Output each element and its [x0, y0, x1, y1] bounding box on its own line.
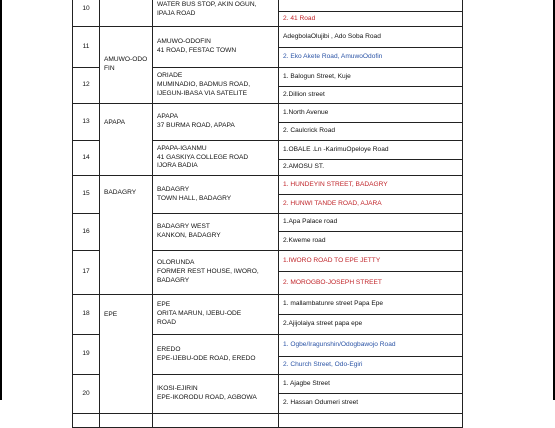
lga-cell: [100, 104, 153, 176]
row-number: 20: [73, 375, 100, 414]
lga-name: EPE: [104, 310, 118, 318]
station-cell: [153, 104, 279, 141]
row-number: 11: [73, 27, 100, 68]
street-cell: 2.Ajijolaiya street papa epe: [279, 315, 463, 335]
station-line: IJORA BADIA: [157, 162, 198, 170]
station-line: BADAGRY: [157, 185, 190, 193]
station-line: OLORUNDA: [157, 259, 195, 267]
row-number: 18: [73, 295, 100, 335]
station-line: FORMER REST HOUSE, IWORO,: [157, 268, 259, 276]
station-line: ORITA MARUN, IJEBU-ODE: [157, 310, 242, 318]
continuation-cell: [100, 414, 153, 428]
street-cell: 2.Kweme road: [279, 232, 463, 251]
row-number: 15: [73, 176, 100, 214]
lga-name: AMUWO-ODOFIN: [104, 56, 148, 72]
street-cell: 2.Dillion street: [279, 87, 463, 104]
station-line: EPE: [157, 301, 171, 309]
street-cell: 1.Apa Palace road: [279, 214, 463, 232]
street-cell: 1. Ajagbe Street: [279, 375, 463, 394]
station-cell: [153, 214, 279, 251]
lga-cell: [100, 27, 153, 104]
street-cell: 2. HUNWI TANDE ROAD, AJARA: [279, 195, 463, 214]
lga-cell: [100, 176, 153, 295]
street-cell: AdegbolaOlujibi , Ado Soba Road: [279, 27, 463, 48]
station-line: EPE-IJEBU-ODE ROAD, EREDO: [157, 354, 256, 362]
street-cell: 1. HUNDEYIN STREET, BADAGRY: [279, 176, 463, 195]
street-cell: 2. Eko Akete Road, AmuwoOdofin: [279, 48, 463, 68]
station-cell: [153, 176, 279, 214]
lga-cell: [100, 295, 153, 414]
station-line: ORIADE: [157, 72, 183, 80]
street-cell: 2. 41 Road: [279, 12, 463, 27]
station-cell: [153, 375, 279, 414]
station-cell: [153, 251, 279, 295]
continuation-cell: [153, 414, 279, 428]
street-cell: 2.AMOSU ST.: [279, 160, 463, 176]
street-cell: [279, 0, 463, 12]
polling-stations-table: [72, 0, 463, 428]
street-cell: 2. Caulcrick Road: [279, 123, 463, 141]
street-cell: 1. mallambatunre street Papa Epe: [279, 295, 463, 315]
street-cell: 1. Balogun Street, Kuje: [279, 68, 463, 87]
street-cell: 1.North Avenue: [279, 104, 463, 123]
row-number: 12: [73, 68, 100, 104]
station-line: WATER BUS STOP, AKIN OGUN,: [157, 0, 257, 8]
station-cell: [153, 141, 279, 176]
station-line: IPAJA ROAD: [157, 9, 196, 17]
station-line: KANKON, BADAGRY: [157, 232, 221, 239]
street-cell: 1. Ogbe/Iragunshin/Odogbawojo Road: [279, 335, 463, 357]
lga-name: BADAGRY: [104, 188, 137, 196]
station-line: AMUWO-ODOFIN: [157, 38, 211, 46]
station-line: 37 BURMA ROAD, APAPA: [157, 122, 235, 129]
page-border-left: [0, 0, 2, 400]
row-number: 19: [73, 335, 100, 375]
street-cell: 2. Hassan Odumeri street: [279, 394, 463, 414]
station-cell: [153, 27, 279, 68]
station-cell: [153, 0, 279, 27]
continuation-cell: [279, 414, 463, 428]
lga-cell: [100, 0, 153, 27]
row-number: 13: [73, 104, 100, 141]
row-number: 14: [73, 141, 100, 176]
station-line: IJEGUN-IBASA VIA SATELITE: [157, 89, 248, 97]
station-line: ROAD: [157, 318, 177, 326]
street-cell: 1.IWORO ROAD TO EPE JETTY: [279, 251, 463, 272]
street-cell: 2. MOROGBO-JOSEPH STREET: [279, 272, 463, 295]
station-line: APAPA: [157, 113, 179, 121]
station-line: BADAGRY: [157, 276, 190, 284]
lga-name: APAPA: [104, 119, 126, 127]
row-number: 17: [73, 251, 100, 295]
street-cell: 1.OBALE .Ln -KarimuOpeloye Road: [279, 141, 463, 160]
continuation-cell: [73, 414, 100, 428]
station-line: 41 GASKIYA COLLEGE ROAD: [157, 153, 249, 161]
station-line: EPE-IKORODU ROAD, AGBOWA: [157, 394, 257, 401]
station-cell: [153, 68, 279, 104]
station-line: BADAGRY WEST: [157, 223, 210, 231]
street-cell: 2. Church Street, Odo-Egiri: [279, 357, 463, 375]
row-number: 10: [73, 0, 100, 27]
station-line: MUMINADIO, BADMUS ROAD,: [157, 81, 251, 89]
station-line: TOWN HALL, BADAGRY: [157, 194, 232, 202]
row-number: 16: [73, 214, 100, 251]
station-line: APAPA-IGANMU: [157, 144, 207, 152]
station-cell: [153, 335, 279, 375]
station-line: 41 ROAD, FESTAC TOWN: [157, 47, 237, 54]
station-line: EREDO: [157, 345, 181, 353]
station-cell: [153, 295, 279, 335]
station-line: IKOSI-EJIRIN: [157, 385, 198, 393]
